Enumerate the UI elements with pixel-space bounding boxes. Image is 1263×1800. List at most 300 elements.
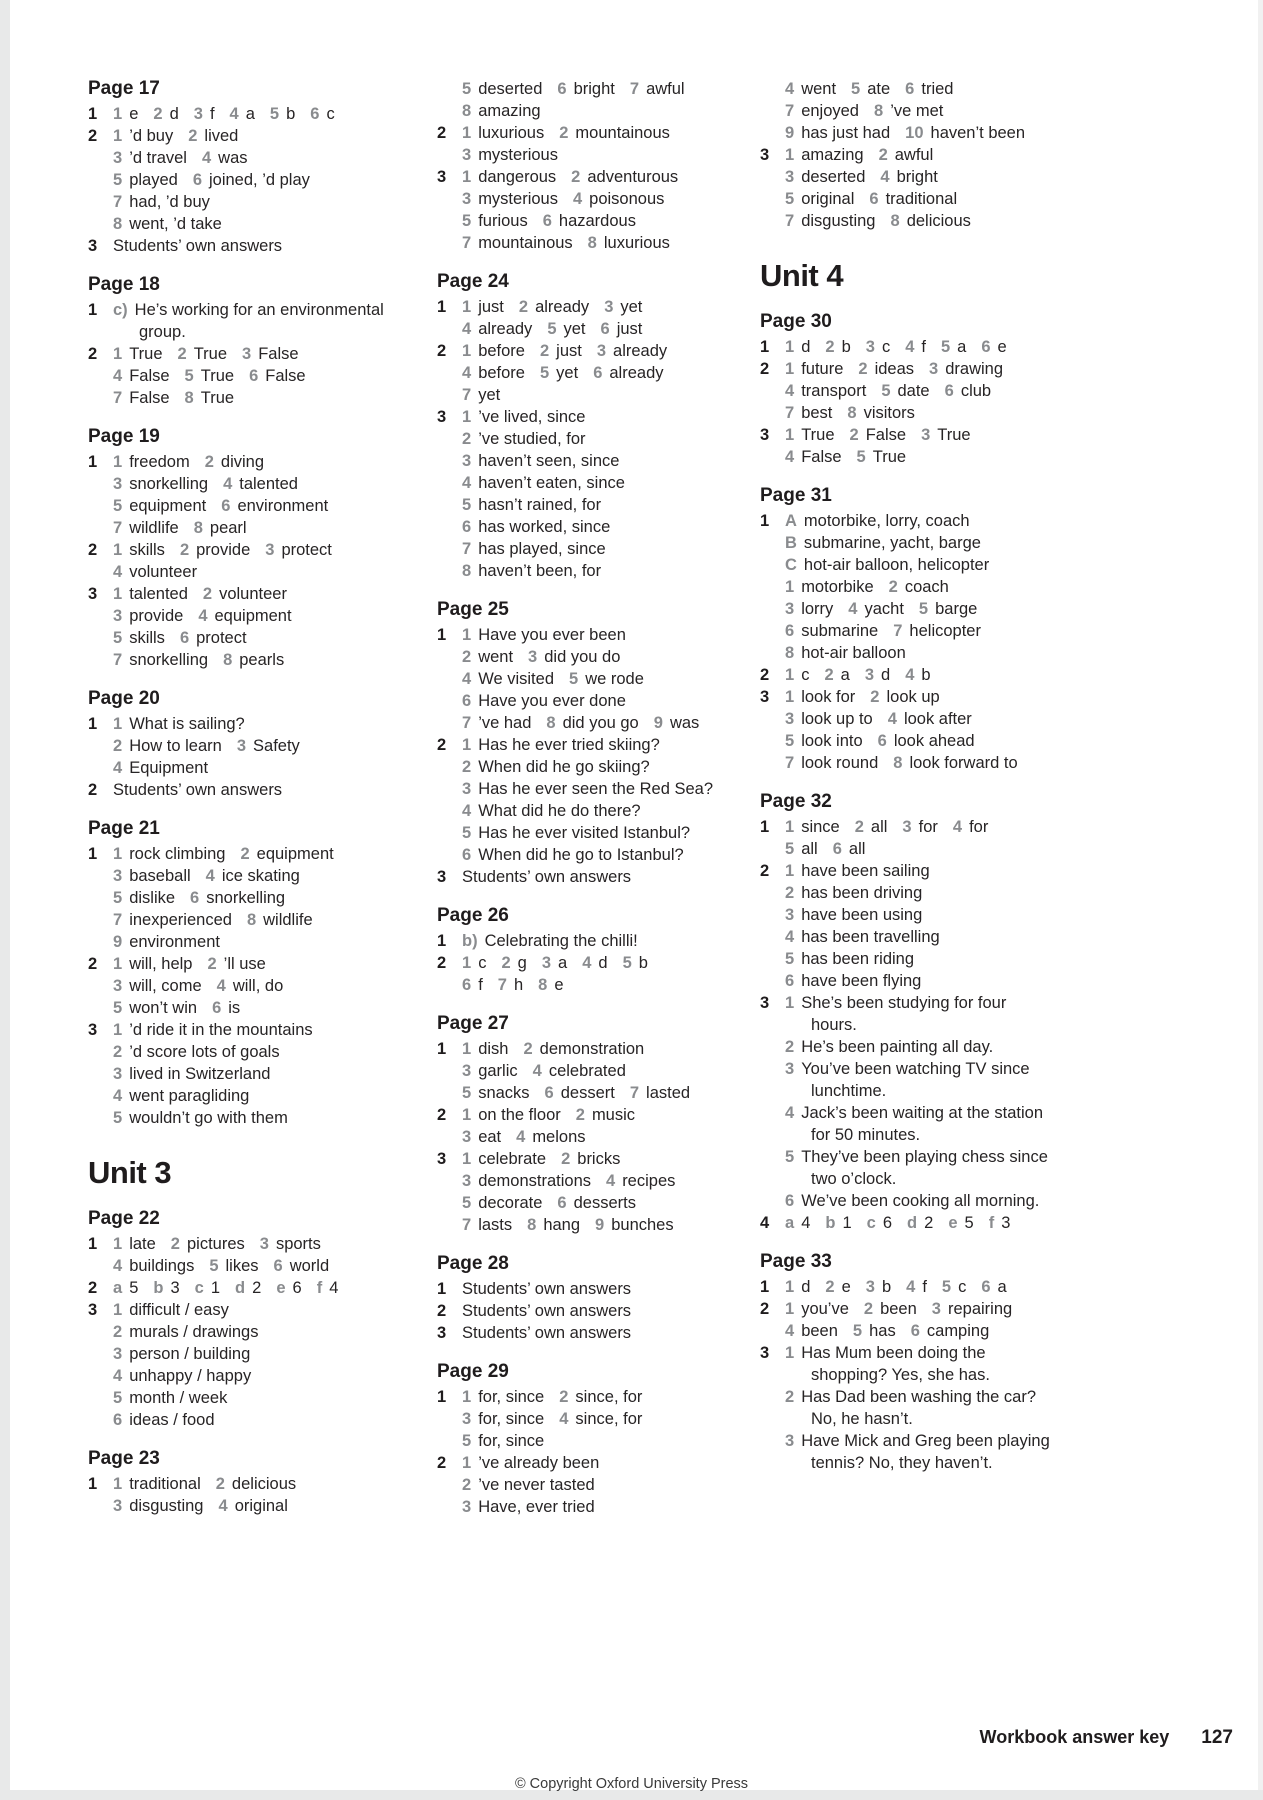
answer-text: 4 <box>329 1279 339 1297</box>
answer-key: 8 <box>893 754 903 772</box>
answer-line <box>462 560 773 582</box>
exercise <box>88 1473 424 1517</box>
answer-line <box>462 866 773 888</box>
answer-key: 6 <box>212 999 222 1017</box>
answer-key: 2 <box>888 578 898 596</box>
exercise-number: 2 <box>437 124 447 142</box>
answer-key: 1 <box>462 1106 472 1124</box>
answer-text: Has he ever visited Istanbul? <box>478 824 691 842</box>
answer-line <box>113 757 424 779</box>
answer-key: 4 <box>887 710 897 728</box>
exercise-answers <box>462 1452 773 1518</box>
answer-text: went paragliding <box>129 1087 250 1105</box>
answer-key: e <box>948 1214 958 1232</box>
answer-text: look after <box>903 710 972 728</box>
answer-key: 3 <box>785 600 795 618</box>
answer-text: was <box>218 149 248 167</box>
exercise-number: 3 <box>760 426 770 444</box>
answer-line <box>113 1277 424 1299</box>
answer-key: 8 <box>874 102 884 120</box>
answer-line <box>113 103 424 125</box>
answer-text: group. <box>139 323 186 341</box>
answer-text: world <box>289 1257 330 1275</box>
answer-text: diving <box>220 453 265 471</box>
exercise <box>437 296 773 340</box>
page-heading: Page 26 <box>437 905 509 926</box>
answer-text: How to learn <box>129 737 222 755</box>
answer-key: 2 <box>204 453 214 471</box>
answer-text: been <box>801 1322 838 1340</box>
answer-text: a <box>840 666 850 684</box>
answer-key: 6 <box>785 972 795 990</box>
answer-text: c <box>478 954 487 972</box>
answer-text: a <box>558 954 568 972</box>
answer-text: d <box>598 954 608 972</box>
answer-text: demonstrations <box>478 1172 591 1190</box>
answer-key: 4 <box>785 80 795 98</box>
answer-text: has <box>869 1322 896 1340</box>
answer-text: club <box>960 382 992 400</box>
answer-key: 1 <box>462 342 472 360</box>
answer-text: d <box>801 338 811 356</box>
exercise <box>760 424 1096 468</box>
answer-line <box>113 235 424 257</box>
answer-text: for <box>918 818 938 836</box>
answer-key: 3 <box>462 780 472 798</box>
answer-key: 3 <box>265 541 275 559</box>
answer-key: 4 <box>229 105 239 123</box>
answer-key: 5 <box>269 105 280 123</box>
answer-key: c <box>866 1214 876 1232</box>
answer-key: 9 <box>595 1216 605 1234</box>
answer-text: ’d score lots of goals <box>129 1043 280 1061</box>
answer-key: 4 <box>223 475 233 493</box>
answer-key: 1 <box>462 1388 472 1406</box>
answer-text: ’ll use <box>223 955 266 973</box>
answer-key: 5 <box>569 670 579 688</box>
answer-text: you’ve <box>801 1300 849 1318</box>
answer-line <box>785 1168 1096 1190</box>
answer-text: has been travelling <box>801 928 940 946</box>
exercise-number: 3 <box>760 1344 770 1362</box>
answer-text: buildings <box>129 1257 195 1275</box>
answer-key: 4 <box>572 190 583 208</box>
answer-text: environment <box>237 497 329 515</box>
answer-key: 6 <box>905 80 915 98</box>
answer-text: will, do <box>232 977 284 995</box>
exercise-answers <box>113 583 424 671</box>
answer-text: equipment <box>129 497 207 515</box>
answer-line <box>462 756 773 778</box>
answer-line <box>113 953 424 975</box>
answer-text: dislike <box>129 889 176 907</box>
answer-key: 3 <box>596 342 607 360</box>
exercise-answers <box>462 1148 773 1236</box>
answer-key: 5 <box>113 999 123 1017</box>
answer-text: lunchtime. <box>811 1082 887 1100</box>
answer-key: 1 <box>462 168 472 186</box>
answer-text: did you go <box>562 714 639 732</box>
answer-key: 8 <box>785 644 795 662</box>
answer-text: submarine <box>801 622 879 640</box>
answer-line <box>113 321 424 343</box>
answer-line <box>113 1365 424 1387</box>
answer-text: protect <box>281 541 332 559</box>
exercise-number: 1 <box>88 715 98 733</box>
exercise-answers <box>785 424 1096 468</box>
answer-text: deserted <box>801 168 866 186</box>
answer-key: 6 <box>785 1192 795 1210</box>
answer-text: Students’ own answers <box>113 237 283 255</box>
answer-key: 4 <box>201 149 212 167</box>
answer-text: Have, ever tried <box>478 1498 595 1516</box>
answer-text: haven’t been, for <box>478 562 602 580</box>
exercise-answers <box>462 734 773 866</box>
answer-text: just <box>556 342 582 360</box>
answer-text: Jack’s been waiting at the station <box>801 1104 1044 1122</box>
answer-text: mysterious <box>478 146 558 164</box>
answer-line <box>785 122 1096 144</box>
answer-line <box>113 561 424 583</box>
exercise <box>88 843 424 953</box>
answer-line <box>785 1452 1096 1474</box>
answer-text: have been flying <box>801 972 922 990</box>
answer-text: 6 <box>292 1279 302 1297</box>
answer-key: d <box>907 1214 918 1232</box>
answer-key: 3 <box>462 1410 472 1428</box>
exercise-number: 4 <box>760 1214 770 1232</box>
section <box>437 1253 773 1344</box>
exercise-number: 3 <box>437 168 447 186</box>
answer-key: 5 <box>785 190 795 208</box>
answer-text: 5 <box>964 1214 974 1232</box>
exercise <box>88 125 424 235</box>
answer-text: b <box>286 105 296 123</box>
answer-text: deserted <box>478 80 543 98</box>
answer-key: 2 <box>559 124 569 142</box>
answer-key: 6 <box>310 105 320 123</box>
answer-text: hazardous <box>558 212 636 230</box>
answer-key: 2 <box>825 338 835 356</box>
exercise <box>88 343 424 409</box>
answer-line <box>462 78 773 100</box>
answer-text: c <box>326 105 335 123</box>
answer-key: 3 <box>113 1497 123 1515</box>
answer-key: 8 <box>113 215 123 233</box>
exercise-number: 2 <box>437 954 447 972</box>
answer-line <box>462 144 773 166</box>
answer-text: pearl <box>209 519 247 537</box>
answer-key: 5 <box>940 338 951 356</box>
answer-line <box>785 1036 1096 1058</box>
answer-line <box>785 1102 1096 1124</box>
answer-line <box>113 1107 424 1129</box>
exercise <box>437 624 773 734</box>
answer-line <box>785 1276 1096 1298</box>
exercise <box>437 866 773 888</box>
answer-column <box>437 78 773 1518</box>
answer-key: 2 <box>561 1150 571 1168</box>
answer-line <box>462 472 773 494</box>
answer-key: 2 <box>854 818 864 836</box>
exercise-answers <box>462 930 773 952</box>
exercise-number: 1 <box>88 453 98 471</box>
answer-text: 1 <box>842 1214 852 1232</box>
answer-text: already <box>613 342 668 360</box>
answer-key: 9 <box>785 124 795 142</box>
answer-text: murals / drawings <box>129 1323 259 1341</box>
answer-line <box>462 1430 773 1452</box>
answer-line <box>113 865 424 887</box>
answer-line <box>462 450 773 472</box>
answer-line <box>113 1387 424 1409</box>
answer-text: did you do <box>544 648 621 666</box>
answer-key: 6 <box>557 1194 567 1212</box>
answer-key: 4 <box>218 1497 228 1515</box>
answer-text: mysterious <box>478 190 558 208</box>
answer-text: celebrate <box>478 1150 547 1168</box>
answer-text: mountainous <box>478 234 573 252</box>
answer-line <box>462 690 773 712</box>
answer-key: 3 <box>462 1062 472 1080</box>
page-heading: Page 20 <box>88 688 160 709</box>
exercise-answers <box>462 340 773 406</box>
answer-key: 5 <box>462 212 472 230</box>
page-heading: Page 30 <box>760 311 832 332</box>
exercise-number: 1 <box>88 105 98 123</box>
answer-line <box>785 970 1096 992</box>
answer-text: was <box>669 714 700 732</box>
exercise-answers <box>462 1038 773 1104</box>
answer-key: 6 <box>221 497 231 515</box>
answer-key: 2 <box>863 1300 874 1318</box>
answer-line <box>785 1408 1096 1430</box>
answer-text: hot-air balloon <box>801 644 906 662</box>
answer-key: 2 <box>153 105 163 123</box>
answer-key: 5 <box>462 824 472 842</box>
answer-text: False <box>129 389 170 407</box>
answer-text: poisonous <box>589 190 665 208</box>
answer-text: desserts <box>573 1194 636 1212</box>
answer-line <box>462 232 773 254</box>
exercise-answers <box>462 1386 773 1452</box>
answer-text: Students’ own answers <box>113 781 283 799</box>
exercise-number: 1 <box>437 932 447 950</box>
answer-text: future <box>801 360 844 378</box>
answer-line <box>113 887 424 909</box>
answer-text: 5 <box>129 1279 139 1297</box>
answer-text: played <box>129 171 178 189</box>
answer-text: d <box>881 666 891 684</box>
answer-key: 6 <box>593 364 603 382</box>
exercise <box>437 406 773 582</box>
answer-key: 4 <box>532 1062 542 1080</box>
answer-key: a <box>785 1214 795 1232</box>
answer-text: already <box>535 298 590 316</box>
answer-text: look forward to <box>909 754 1018 772</box>
answer-key: 4 <box>462 802 472 820</box>
exercise <box>760 1276 1096 1298</box>
answer-key: 1 <box>113 845 123 863</box>
answer-text: awful <box>646 80 685 98</box>
exercise-number: 1 <box>760 338 770 356</box>
answer-text: camping <box>926 1322 990 1340</box>
answer-text: yet <box>563 320 586 338</box>
answer-line <box>785 752 1096 774</box>
answer-text: hasn’t rained, for <box>478 496 602 514</box>
answer-key: 3 <box>113 475 123 493</box>
exercise-number: 2 <box>760 1300 770 1318</box>
answer-key: 6 <box>192 171 202 189</box>
answer-key: 3 <box>113 1065 123 1083</box>
answer-text: snorkelling <box>206 889 286 907</box>
exercise-answers <box>113 1299 424 1431</box>
answer-key: e <box>276 1279 286 1297</box>
answer-line <box>113 1473 424 1495</box>
answer-text: protect <box>196 629 247 647</box>
answer-text: talented <box>239 475 298 493</box>
answer-key: 6 <box>113 1411 123 1429</box>
answer-key: 2 <box>849 426 859 444</box>
exercise <box>437 952 773 996</box>
answer-key: 1 <box>462 1454 472 1472</box>
answer-text: traditional <box>129 1475 201 1493</box>
answer-key: 8 <box>462 562 472 580</box>
page-heading: Page 31 <box>760 485 832 506</box>
answer-key: f <box>988 1214 995 1232</box>
answer-key: 3 <box>785 168 795 186</box>
answer-line <box>785 642 1096 664</box>
answer-key: 3 <box>902 818 912 836</box>
answer-key: 2 <box>785 1038 795 1056</box>
answer-line <box>462 166 773 188</box>
section <box>760 485 1096 774</box>
answer-text: dessert <box>560 1084 615 1102</box>
answer-key: 6 <box>910 1322 920 1340</box>
copyright-notice: © Copyright Oxford University Press <box>514 1776 749 1792</box>
answer-key: 4 <box>785 1322 795 1340</box>
answer-text: submarine, yacht, barge <box>803 534 981 552</box>
answer-line <box>785 380 1096 402</box>
answer-key: 4 <box>516 1128 526 1146</box>
answer-line <box>113 1299 424 1321</box>
exercise-number: 2 <box>437 342 447 360</box>
exercise-answers <box>113 299 424 343</box>
answer-text: delicious <box>906 212 971 230</box>
answer-line <box>785 664 1096 686</box>
answer-key: 2 <box>462 430 472 448</box>
answer-text: shopping? Yes, she has. <box>811 1366 990 1384</box>
answer-text: ice skating <box>221 867 300 885</box>
answer-text: all <box>848 840 866 858</box>
exercise-answers <box>113 539 424 583</box>
answer-key: 8 <box>890 212 900 230</box>
answer-text: went <box>801 80 837 98</box>
exercise <box>760 860 1096 992</box>
answer-key: 3 <box>236 737 247 755</box>
footer-page-number: 127 <box>1201 1727 1233 1748</box>
exercise-number: 1 <box>760 512 770 530</box>
answer-line <box>462 296 773 318</box>
answer-line <box>462 974 773 996</box>
answer-text: enjoyed <box>801 102 859 120</box>
answer-key: 6 <box>190 889 200 907</box>
answer-column <box>88 78 424 1517</box>
answer-key: a <box>113 1279 123 1297</box>
answer-line <box>113 931 424 953</box>
exercise <box>88 713 424 779</box>
answer-text: is <box>228 999 241 1017</box>
answer-line <box>462 778 773 800</box>
answer-text: coach <box>904 578 949 596</box>
exercise-number: 1 <box>88 1235 98 1253</box>
answer-line <box>462 1082 773 1104</box>
answer-text: False <box>865 426 907 444</box>
answer-text: luxurious <box>603 234 670 252</box>
exercise <box>760 992 1096 1212</box>
answer-key: 1 <box>785 1344 795 1362</box>
answer-key: 4 <box>952 818 963 836</box>
section <box>760 311 1096 468</box>
answer-key: 2 <box>113 1043 123 1061</box>
exercise <box>88 299 424 343</box>
answer-line <box>785 926 1096 948</box>
answer-line <box>113 605 424 627</box>
exercise-answers <box>785 1276 1096 1298</box>
answer-text: volunteer <box>219 585 287 603</box>
exercise-number: 3 <box>437 408 447 426</box>
exercise-answers <box>785 686 1096 774</box>
answer-key: 2 <box>825 1278 835 1296</box>
answer-key: 2 <box>240 845 250 863</box>
answer-key: 1 <box>785 666 795 684</box>
answer-key: 5 <box>881 382 891 400</box>
answer-line <box>113 1041 424 1063</box>
answer-text: will, come <box>129 977 202 995</box>
answer-key: 4 <box>462 474 472 492</box>
answer-text: celebrated <box>548 1062 626 1080</box>
answer-key: 9 <box>113 933 123 951</box>
answer-text: skills <box>129 541 165 559</box>
answer-line <box>462 1496 773 1518</box>
exercise <box>760 78 1096 144</box>
exercise-number: 2 <box>88 781 98 799</box>
answer-text: for, since <box>478 1410 545 1428</box>
answer-key: b) <box>462 932 478 950</box>
answer-key: 4 <box>113 1257 123 1275</box>
answer-key: 3 <box>113 607 123 625</box>
answer-key: 3 <box>462 190 472 208</box>
page-edge-right <box>1258 0 1263 1800</box>
answer-line <box>785 816 1096 838</box>
answer-key: 1 <box>462 1040 472 1058</box>
answer-key: c) <box>113 301 128 319</box>
section <box>88 1208 424 1431</box>
exercise-answers <box>462 406 773 582</box>
answer-key: 4 <box>906 1278 916 1296</box>
answer-text: furious <box>478 212 528 230</box>
exercise <box>760 510 1096 664</box>
answer-text: we rode <box>585 670 644 688</box>
answer-key: 1 <box>113 1235 123 1253</box>
answer-line <box>785 1212 1096 1234</box>
answer-text: g <box>517 954 527 972</box>
answer-text: a <box>997 1278 1007 1296</box>
answer-line <box>785 424 1096 446</box>
page-heading: Page 33 <box>760 1251 832 1272</box>
answer-key: 2 <box>215 1475 225 1493</box>
answer-key: 1 <box>785 578 795 596</box>
